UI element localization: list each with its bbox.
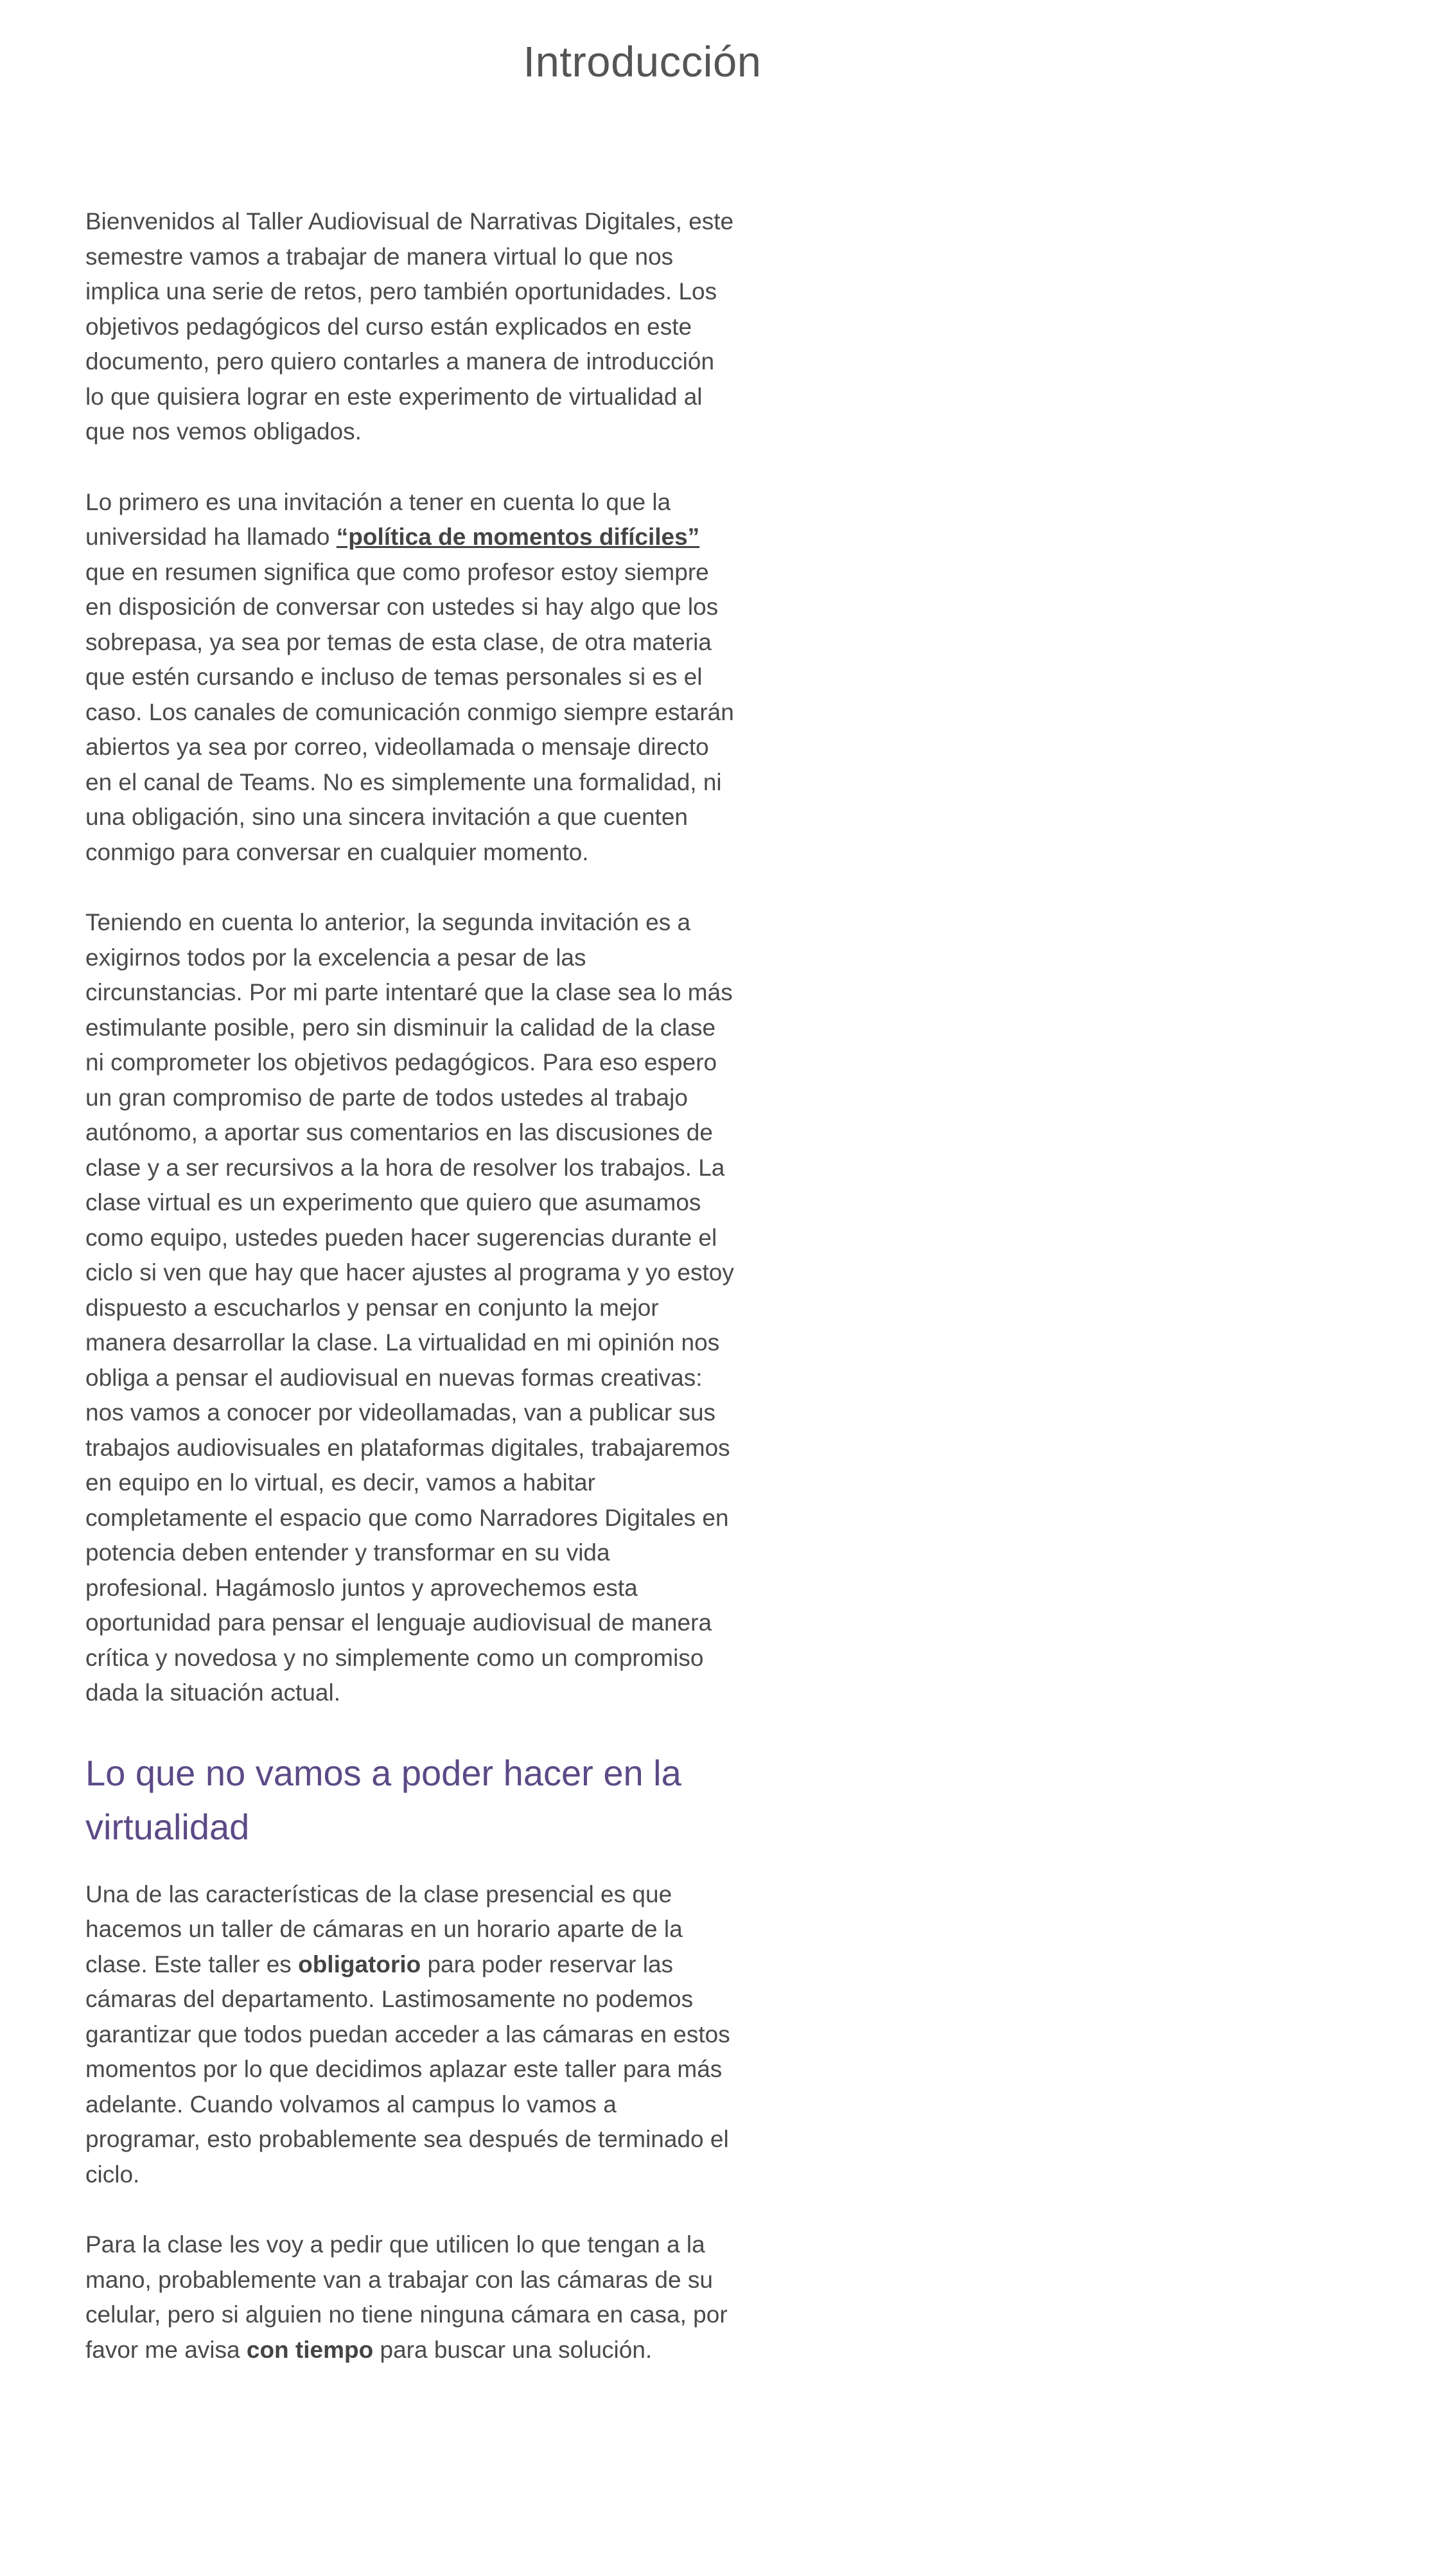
section-paragraph-1 bbox=[85, 1877, 734, 2193]
section-paragraph-1-text-before: Una de las características de la clase presencial es que hacemos un taller de cámaras en un horario aparte de la clase. Este taller es bbox=[85, 1880, 683, 1977]
section-heading: Lo que no vamos a poder hacer en la virtualidad bbox=[85, 1752, 681, 1847]
policy-link[interactable]: “política de momentos difíciles” bbox=[336, 524, 700, 550]
section-paragraph-1-text-after: para poder reservar las cámaras del departamento. Lastimosamente no podemos garantizar que todos puedan acceder a las cámaras en estos momentos por lo que decidimos aplazar este taller para más adelante. Cuando volvamos al campus lo vamos a programar, esto probablemente sea después de terminado el ciclo. bbox=[85, 1951, 730, 2188]
bold-obligatorio: obligatorio bbox=[298, 1951, 421, 1977]
intro-paragraph-1: Bienvenidos al Taller Audiovisual de Narrativas Digitales, este semestre vamos a trabajar de manera virtual lo que nos implica una serie de retos, pero también oportunidades. Los objetivos pedagógicos del curso están explicados en este documento, pero quiero contarles a manera de introducción lo que quisiera lograr en este experimento de virtualidad al que nos vemos obligados. bbox=[85, 208, 734, 445]
bold-con-tiempo: con tiempo bbox=[246, 2336, 374, 2363]
page-title: Introducción bbox=[523, 38, 762, 86]
intro-paragraph-2-text-after: que en resumen significa que como profesor estoy siempre en disposición de conversar con ustedes si hay algo que los sobrepasa, ya sea por temas de esta clase, de otra materia que estén cursando e incluso de temas personales si es el caso. Los canales de comunicación conmigo siempre estarán abiertos ya sea por correo, videollamada o mensaje directo en el canal de Teams. No es simplemente una formalidad, ni una obligación, sino una sincera invitación a que cuenten conmigo para conversar en cualquier momento. bbox=[85, 558, 734, 865]
document-body bbox=[85, 204, 734, 2403]
section-paragraph-2 bbox=[85, 2227, 734, 2367]
intro-paragraph-3: Teniendo en cuenta lo anterior, la segunda invitación es a exigirnos todos por la excelencia a pesar de las circunstancias. Por mi parte intentaré que la clase sea lo más estimulante posible, pero sin disminuir la calidad de la clase ni comprometer los objetivos pedagógicos. Para eso espero un gran compromiso de parte de todos ustedes al trabajo autónomo, a aportar sus comentarios en las discusiones de clase y a ser recursivos a la hora de resolver los trabajos. La clase virtual es un experimento que quiero que asumamos como equipo, ustedes pueden hacer sugerencias durante el ciclo si ven que hay que hacer ajustes al programa y yo estoy dispuesto a escucharlos y pensar en conjunto la mejor manera desarrollar la clase. La virtualidad en mi opinión nos obliga a pensar el audiovisual en nuevas formas creativas: nos vamos a conocer por videollamadas, van a publicar sus trabajos audiovisuales en plataformas digitales, trabajaremos en equipo en lo virtual, es decir, vamos a habitar completamente el espacio que como Narradores Digitales en potencia deben entender y transformar en su vida profesional. Hagámoslo juntos y aprovechemos esta oportunidad para pensar el lenguaje audiovisual de manera crítica y novedosa y no simplemente como un compromiso dada la situación actual. bbox=[85, 909, 734, 1706]
intro-paragraph-2 bbox=[85, 485, 734, 871]
intro-paragraph-2-text-before: Lo primero es una invitación a tener en cuenta lo que la universidad ha llamado bbox=[85, 488, 671, 550]
section-paragraph-2-text-before: Para la clase les voy a pedir que utilicen lo que tengan a la mano, probablemente van a trabajar con las cámaras de su celular, pero si alguien no tiene ninguna cámara en casa, por favor me avisa bbox=[85, 2231, 728, 2363]
section-paragraph-2-text-after: para buscar una solución. bbox=[373, 2336, 653, 2363]
